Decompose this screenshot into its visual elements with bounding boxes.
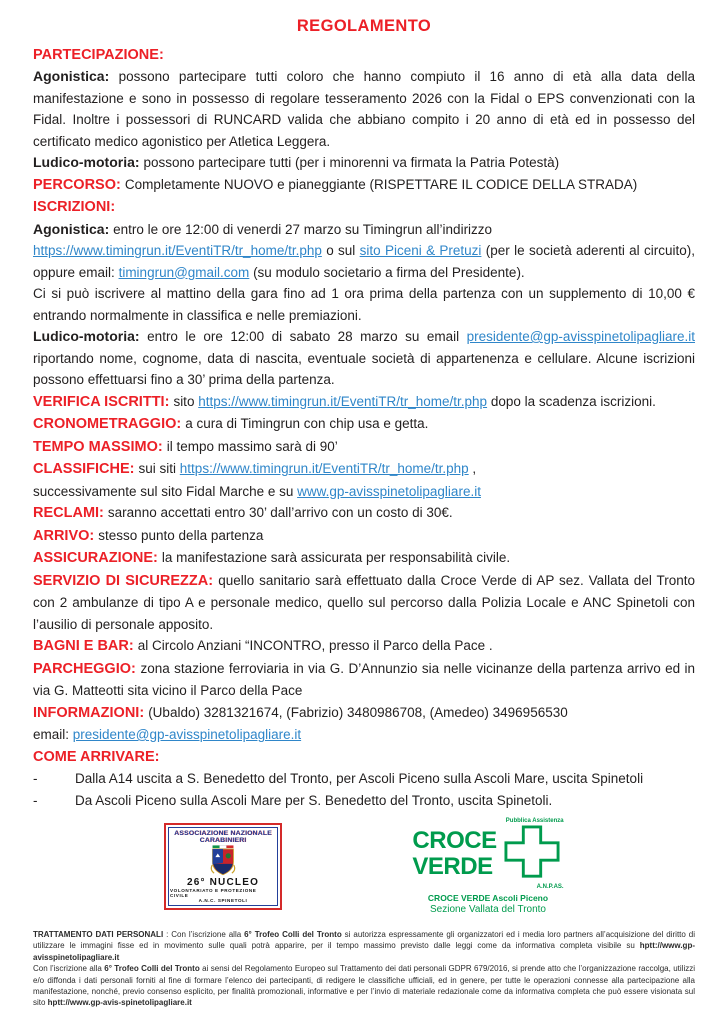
para-iscrizioni-agonistica — [33, 219, 695, 241]
croce-verde-logo-top — [412, 818, 564, 890]
text-segment: (per le società aderenti al circuito), oppure email: — [33, 243, 695, 280]
anc-association-name: ASSOCIAZIONE NAZIONALE — [174, 830, 272, 837]
text-segment: Ci si può iscrivere al mattino della gara fino ad 1 ora prima della partenza con un supplemento di 10,00 € entrando normalmente in classifica e nelle premiazioni. — [33, 286, 695, 323]
text-segment: sito — [173, 393, 199, 409]
text-segment: entro le ore 12:00 di venerdi 27 marzo su Timingrun all’indirizzo — [113, 221, 493, 237]
para-classifiche — [33, 458, 695, 481]
text-segment: dopo la scadenza iscrizioni. — [487, 393, 656, 409]
para-email — [33, 724, 695, 746]
fineprint-trattamento-1 — [33, 929, 695, 963]
hyperlink[interactable]: https://www.timingrun.it/EventiTR/tr_home/tr.php — [198, 393, 488, 409]
text-segment: Da Ascoli Piceno sulla Ascoli Mare per S. Benedetto del Tronto, uscita Spinetoli. — [75, 792, 553, 808]
hyperlink[interactable]: www.gp-avisspinetolipagliare.it — [297, 483, 481, 499]
text-segment: Ludico-motoria: — [33, 328, 148, 344]
text-segment: al Circolo Anziani “INCONTRO, presso il Parco della Pace . — [137, 638, 493, 653]
croce-verde-section-name: CROCE VERDE Ascoli Piceno — [427, 893, 549, 903]
para-informazioni — [33, 702, 695, 725]
text-segment: il tempo massimo sarà di 90’ — [166, 438, 338, 454]
text-segment: VERIFICA ISCRITTI: — [33, 393, 174, 410]
text-segment: saranno accettati entro 30’ dall’arrivo con un costo di 30€. — [107, 505, 453, 520]
text-segment: a cura di Timingrun con chip usa e getta. — [185, 416, 429, 431]
para-servizio-sicurezza — [33, 570, 695, 636]
text-segment: COME ARRIVARE: — [33, 748, 160, 765]
para-parcheggio — [33, 658, 695, 702]
para-reclami — [33, 502, 695, 525]
text-segment: quello sanitario sarà effettuato dalla Croce Verde di AP sez. Vallata del Tronto con 2 ambulanze di tipo A e personale medico, quello sul percorso dalla Polizia Locale e ANC Spinetoli con l’ausilio di personale apposito. — [33, 572, 695, 632]
text-segment: zona stazione ferroviaria in via G. D’Annunzio sia nelle vicinanze della partenza arrivo ed in via G. Matteotti sita vicino il Parco della Pace — [33, 660, 695, 698]
text-segment: CRONOMETRAGGIO: — [33, 416, 186, 432]
anc-carabinieri-logo — [164, 823, 282, 910]
verde-word: VERDE — [412, 853, 493, 880]
text-segment: 6° Trofeo Colli del Tronto — [244, 930, 342, 939]
text-segment: Agonistica: — [33, 68, 119, 84]
anc-spinetoli-label: A.N.C. SPINETOLI — [198, 898, 248, 903]
fineprint-trattamento-2 — [33, 963, 695, 1009]
text-segment: Dalla A14 uscita a S. Benedetto del Tronto, per Ascoli Piceno sulla Ascoli Mare, uscita Spinetoli — [75, 771, 644, 786]
anc-shield-icon — [208, 845, 238, 877]
text-segment: si autorizza espressamente gli organizzatori ed i media loro partners all’acquisizione del diritto di utilizzare le immagini fisse ed in movimento sulle quali potrà apparire, per il tempo massimo previsto dalle leggi come da informativa completa visibile su — [33, 930, 696, 951]
para-partecipazione-ludico — [33, 152, 695, 174]
para-arrivo — [33, 525, 695, 548]
pubblica-assistenza-label: Pubblica Assistenza — [505, 818, 564, 824]
text-segment: Completamente NUOVO e pianeggiante (RISPETTARE IL CODICE DELLA STRADA) — [124, 176, 638, 192]
para-bagni-bar — [33, 635, 695, 658]
hyperlink[interactable]: https://www.timingrun.it/EventiTR/tr_home/tr.php — [33, 243, 322, 258]
anc-nucleo-label: 26° NUCLEO — [186, 877, 260, 888]
text-segment: successivamente sul sito Fidal Marche e su — [33, 483, 298, 499]
text-segment: - — [33, 792, 38, 808]
text-segment: stesso punto della partenza — [98, 527, 264, 543]
text-segment: Con l’iscrizione alla — [33, 964, 105, 974]
text-segment: sui siti — [138, 461, 180, 476]
text-segment: Ludico-motoria: — [33, 154, 144, 170]
text-segment: hptt://www.gp-avisspinetolipagliare.it — [33, 941, 695, 962]
text-segment: TRATTAMENTO DATI PERSONALI — [33, 930, 164, 939]
text-segment: ai sensi del Regolamento Europeo sul Trattamento dei dati personali GDPR 679/2016, si prende atto che l’organizzazione raccolga, utilizzi e/o diffonda i dati personali forniti al fine di formare l’elenco dei partecipanti, di redigere le classifiche ufficiali, ed in genere, per tutte le operazioni connesse alla partecipazione alla manifestazione, nonché, previo consenso esplicito, per finalità promozionali, informative e per l’invio di materiale redazionale come da informativa completa che può essere visionata sul sito — [33, 964, 695, 1008]
croce-verde-wordmark — [412, 828, 496, 880]
para-partecipazione-agonistica — [33, 66, 695, 152]
croce-verde-cross-column — [500, 818, 564, 890]
text-segment: riportando nome, cognome, data di nascita, eventuale società di appartenenza e cellulare. Alcune iscrizioni possono effettuarsi fino a 30’ prima della partenza. — [33, 350, 695, 387]
page-title: REGOLAMENTO — [296, 17, 432, 35]
hyperlink[interactable]: presidente@gp-avisspinetolipagliare.it — [72, 727, 302, 742]
hyperlink[interactable]: sito Piceni & Pretuzi — [359, 243, 482, 258]
para-verifica-iscritti — [33, 391, 695, 414]
text-segment: entro le ore 12:00 di sabato 28 marzo su email — [147, 329, 467, 344]
text-segment: possono partecipare tutti (per i minorenni va firmata la Patria Potestà) — [143, 155, 560, 170]
para-classifiche-2 — [33, 481, 695, 503]
para-iscrizioni-link — [33, 240, 695, 283]
bullet-a14 — [33, 768, 695, 790]
green-cross-icon — [503, 824, 561, 880]
bullet-ascoli — [33, 790, 695, 812]
text-segment: la manifestazione sarà assicurata per responsabilità civile. — [161, 550, 511, 565]
text-segment: , — [468, 461, 477, 476]
text-segment: - — [33, 771, 38, 786]
anc-logo-inner — [168, 827, 278, 906]
para-iscrizioni-ludico — [33, 326, 695, 391]
text-segment: TEMPO MASSIMO: — [33, 438, 167, 455]
document-body — [33, 16, 695, 811]
logos-row — [0, 818, 728, 915]
text-segment: possono partecipare tutti coloro che hanno compiuto il 16 anno di età alla data della manifestazione e sono in possesso di regolare tesseramento 2026 con la Fidal o EPS convenzionati con la Fidal. Inoltre i possessori di RUNCARD valida che abbiano compito i 20 anno di età ed in possesso del certificato medico agonistico per Atletica Leggera. — [33, 69, 695, 149]
regulation-paragraphs — [33, 44, 695, 812]
text-segment: ASSICURAZIONE: — [33, 550, 162, 566]
heading-partecipazione — [33, 44, 695, 67]
text-segment: 6° Trofeo Colli del Tronto — [104, 964, 200, 974]
text-segment: RECLAMI: — [33, 505, 108, 521]
croce-verde-logo — [412, 818, 564, 915]
hyperlink[interactable]: https://www.timingrun.it/EventiTR/tr_home/tr.php — [179, 461, 469, 476]
para-assicurazione — [33, 547, 695, 570]
text-segment: SERVIZIO DI SICUREZZA: — [33, 572, 219, 589]
text-segment: ISCRIZIONI: — [33, 199, 116, 215]
heading-come-arrivare — [33, 746, 695, 769]
text-segment: hptt://www.gp-avis-spinetolipagliare.it — [47, 998, 192, 1008]
text-segment: ARRIVO: — [33, 527, 99, 544]
hyperlink[interactable]: timingrun@gmail.com — [118, 264, 250, 280]
text-segment: CLASSIFICHE: — [33, 461, 139, 477]
text-segment: INFORMAZIONI: — [33, 704, 149, 721]
anpas-label: A.N.P.AS. — [536, 884, 564, 890]
text-segment: PARTECIPAZIONE: — [33, 46, 164, 63]
text-segment: : Con l’iscrizione alla — [163, 930, 245, 939]
text-segment: BAGNI E BAR: — [33, 638, 138, 654]
text-segment: (Ubaldo) 3281321674, (Fabrizio) 3480986708, (Amedeo) 3496956530 — [148, 704, 568, 720]
para-iscrizione-mattino — [33, 283, 695, 326]
para-cronometraggio — [33, 413, 695, 436]
text-segment: PARCHEGGIO: — [33, 660, 141, 677]
anc-association-name-2: CARABINIERI — [199, 837, 247, 845]
text-segment: Agonistica: — [33, 220, 114, 237]
text-segment: (su modulo societario a firma del Presidente). — [249, 264, 525, 280]
privacy-fineprint — [33, 929, 695, 1009]
text-segment: PERCORSO: — [33, 176, 125, 193]
para-tempo-massimo — [33, 436, 695, 459]
croce-verde-section-area: Sezione Vallata del Tronto — [429, 904, 546, 915]
para-percorso — [33, 174, 695, 197]
text-segment: o sul — [321, 243, 360, 258]
heading-iscrizioni — [33, 196, 695, 219]
croce-word: CROCE — [412, 827, 497, 854]
hyperlink[interactable]: presidente@gp-avisspinetolipagliare.it — [466, 329, 695, 344]
text-segment: email: — [33, 727, 73, 742]
anc-volontariato-label: VOLONTARIATO E PROTEZIONE CIVILE — [170, 888, 257, 898]
